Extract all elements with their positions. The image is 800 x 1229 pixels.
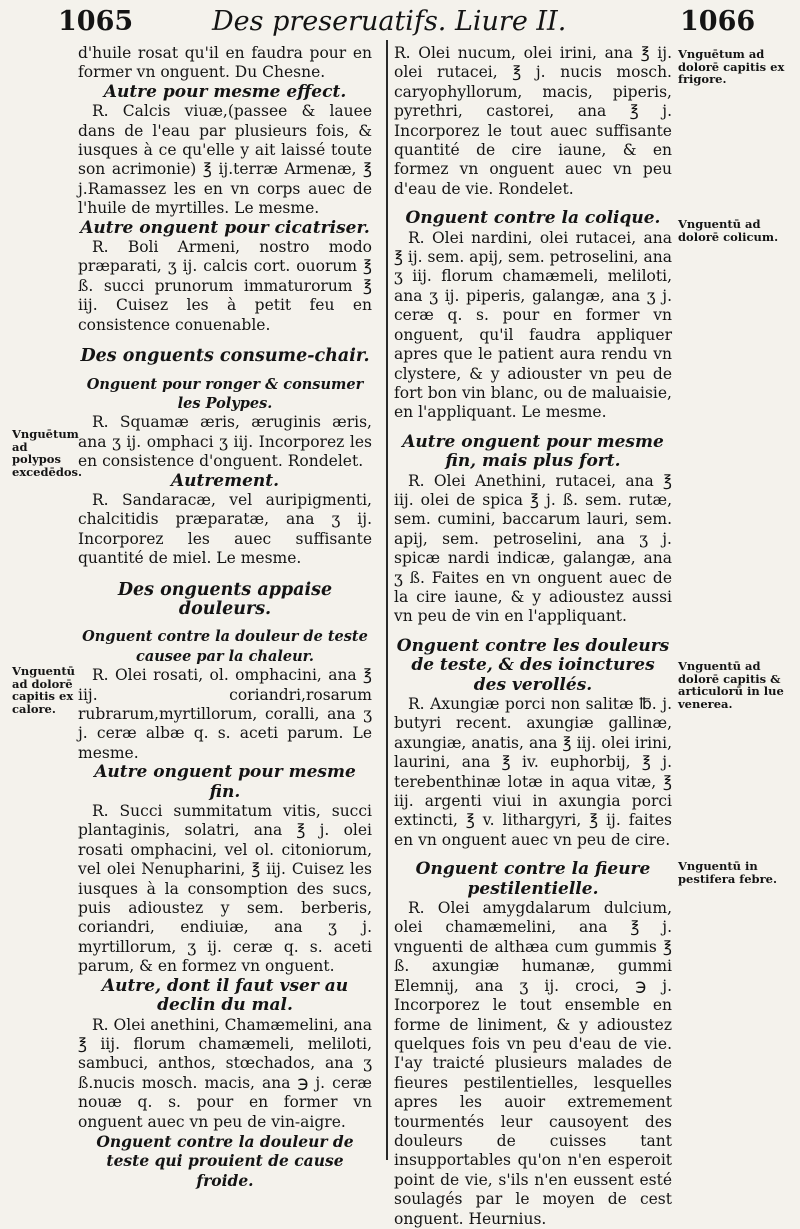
paragraph: R. Olei nucum, olei irini, ana ℥ ij. olei rutacei, ℥ j. nucis mosch. caryophyllorum, macis, piperis, pyrethri, castorei, ana ℥ j. Incorporez le tout auec suffisante quantité de cire iaune, & en formez vn onguent auec vn peu d'eau de vie. Rondelet. — [394, 44, 672, 198]
paragraph: R. Axungiæ porci non salitæ ℔. j. butyri recent. axungiæ gallinæ, axungiæ, anatis, ana ℥ iij. olei irini, laurini, ana ℥ iv. euphorbij, ℥ j. terebenthinæ lotæ in aqua vitæ, ℥ iij. argenti viui in axungia porci extincti, ℥ v. lithargyri, ℥ ij. faites en vn onguent auec vn peu de cire. — [394, 695, 672, 849]
recipe-heading: Onguent contre les douleurs de teste, & des ioinctures des verollés. — [396, 635, 670, 695]
recipe-heading: Autre onguent pour mesme fin, mais plus fort. — [402, 431, 664, 472]
paragraph: R. Olei rosati, ol. omphacini, ana ℥ iij. coriandri,rosarum rubrarum,myrtillorum, coralli, ana ʒ j. ceræ albæ q. s. aceti parum. Le mesme. — [78, 666, 372, 762]
recipe-heading: Autre pour mesme effect. — [103, 81, 347, 102]
column-rule — [386, 40, 388, 1160]
margin-note-verolle: Vnguentū ad dolorē capitis & articulorū in lue venerea. — [678, 659, 784, 711]
paragraph: R. Calcis viuæ,(passee & lauee dans de l'eau par plusieurs fois, & iusques à ce qu'elle y ait laissé toute son acrimonie) ℥ ij.terræ Armenæ, ℥ j.Ramassez les en vn corps auec de l'huile de myrtilles. Le mesme. — [78, 102, 372, 218]
paragraph: R. Sandaracæ, vel auripigmenti, chalcitidis præparatæ, ana ʒ ij. Incorporez les auec suffisante quantité de miel. Le mesme. — [78, 490, 372, 568]
paragraph: R. Olei anethini, Chamæmelini, ana ℥ iij. florum chamæmeli, meliloti, sambuci, anthos, stœchados, ana ʒ ß.nucis mosch. macis, ana ℈ j. ceræ nouæ q. s. pour en former vn onguent auec vn peu de vin-aigre. — [78, 1015, 372, 1131]
recipe-heading: Autre, dont il faut vser au declin du mal. — [101, 975, 349, 1016]
right-column — [394, 44, 672, 1229]
recipe-heading: Onguent contre la douleur de teste qui prouient de cause froide. — [96, 1131, 354, 1190]
paragraph: R. Olei Anethini, rutacei, ana ℥ iij. olei de spica ℥ j. ß. sem. rutæ, sem. cumini, baccarum lauri, sem. apij, sem. petroselini, ana ʒ j. spicæ nardi indicæ, galangæ, ana ʒ ß. Faites en vn onguent auec de la cire iaune, & y adioustez aussi vn peu de vin en l'appliquant. — [394, 471, 672, 626]
paragraph: R. Olei nardini, olei rutacei, ana ℥ ij. sem. apij, sem. petroselini, ana ʒ iij. florum chamæmeli, meliloti, ana ʒ ij. piperis, galangæ, ana ʒ j. ceræ q. s. pour en former vn onguent, qu'il faudra appliquer apres que le patient aura rendu vn clystere, & y adiouster vn peu de fort bon vin blanc, ou de maluaisie, en l'appliquant. Le mesme. — [394, 228, 673, 422]
section-title: Des onguents appaise douleurs. — [117, 579, 333, 619]
left-column — [78, 44, 372, 1190]
recipe-heading: Onguent pour ronger & consumer les Polypes. — [86, 375, 364, 412]
page-number-left: 1065 — [58, 6, 134, 37]
margin-note-douleur-froid: Vnguētum ad dolorē capitis ex frigore. — [678, 47, 785, 86]
recipe-heading: Onguent contre la fieure pestilentielle. — [415, 859, 651, 899]
section-title: Des onguents consume-chair. — [80, 346, 370, 367]
running-head — [0, 6, 800, 40]
recipe-heading: Autre onguent pour cicatriser. — [80, 217, 370, 238]
recipe-heading: Autrement. — [170, 470, 280, 491]
paragraph: R. Succi summitatum vitis, succi plantaginis, solatri, ana ℥ j. olei rosati omphacini, vel ol. citoniorum, vel olei Nenupharini, ℥ iij. Cuisez les iusques à la consomption des sucs, puis adioustez y sem. berberis, coriandri, endiuiæ, ana ʒ j. myrtillorum, ʒ ij. ceræ q. s. aceti parum, & en formez vn onguent. — [78, 802, 372, 976]
paragraph: R. Boli Armeni, nostro modo præparati, ʒ ij. calcis cort. ouorum ℥ ß. succi prunorum immaturorum ℥ iij. Cuisez les à petit feu en consistence conuenable. — [78, 238, 372, 334]
recipe-heading: Onguent contre la colique. — [405, 208, 661, 229]
paragraph: R. Squamæ æris, æruginis æris, ana ʒ ij. omphaci ʒ iij. Incorporez les en consistence d'onguent. Rondelet. — [78, 413, 372, 471]
paragraph: d'huile rosat qu'il en faudra pour en former vn onguent. Du Chesne. — [78, 44, 372, 82]
paragraph: R. Olei amygdalarum dulcium, olei chamæmelini, ana ℥ j. vnguenti de althæa cum gummis ℥ ß. axungiæ humanæ, gummi Elemnij, ana ʒ ij. croci, ℈ j. Incorporez le tout ensemble en forme de liniment, & y adioustez quelques fois vn peu d'eau de vie. I'ay traicté plusieurs malades de fieures pestilentielles, lesquelles apres les auoir extremement tourmentés leur causoyent des douleurs de cuisses tant insupportables qu'on n'en esperoit point de vie, s'ils n'en eussent esté soulagés par le moyen de cest onguent. Heurnius. — [394, 899, 672, 1228]
margin-note-douleur-chaleur: Vnguentū ad dolorē capitis ex calore. — [12, 664, 76, 716]
margin-note-polypes: Vnguētum ad polypos excedēdos. — [12, 427, 83, 479]
recipe-heading: Autre onguent pour mesme fin. — [94, 762, 356, 802]
margin-note-fieure: Vnguentū in pestifera febre. — [678, 859, 777, 886]
margin-note-colique: Vnguentū ad dolorē colicum. — [678, 217, 779, 244]
running-head-title: Des preseruatifs. Liure II. — [212, 6, 567, 37]
page-number-right: 1066 — [680, 6, 756, 37]
recipe-heading: Onguent contre la douleur de teste causee par la chaleur. — [82, 628, 368, 665]
